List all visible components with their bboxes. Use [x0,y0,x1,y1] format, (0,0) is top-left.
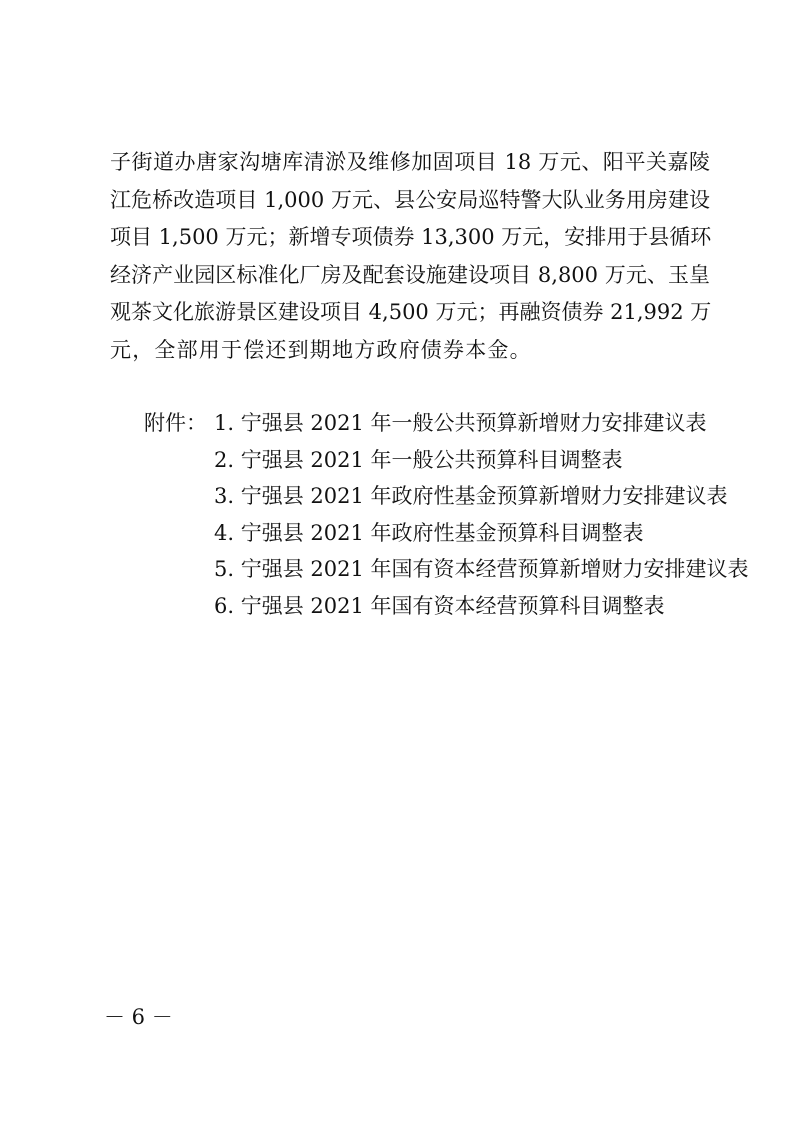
attachment-item-6: 6. 宁强县 2021 年国有资本经营预算科目调整表 [214,593,665,618]
attachments-list [144,405,749,624]
attachment-item-4: 4. 宁强县 2021 年政府性基金预算科目调整表 [214,520,644,545]
attachment-row [144,478,728,515]
body-line-4: 经济产业园区标准化厂房及配套设施建设项目 8,800 万元、玉皇 [110,262,710,287]
attachment-row [144,442,724,479]
attachment-row [144,515,724,552]
attachment-row [144,405,724,442]
attachment-item-3: 3. 宁强县 2021 年政府性基金预算新增财力安排建议表 [214,484,728,508]
attachment-item-1: 1. 宁强县 2021 年一般公共预算新增财力安排建议表 [214,411,707,435]
attachment-row [144,551,749,588]
body-paragraph [110,144,710,369]
body-line-1: 子街道办唐家沟塘库清淤及维修加固项目 18 万元、阳平关嘉陵 [110,150,710,174]
body-line-5: 观茶文化旅游景区建设项目 4,500 万元；再融资债券 21,992 万 [110,300,712,324]
body-line-3: 项目 1,500 万元；新增专项债券 13,300 万元，安排用于县循环 [110,225,712,249]
page-number: － 6 － [104,1005,173,1029]
attachment-item-2: 2. 宁强县 2021 年一般公共预算科目调整表 [214,447,623,472]
attachment-item-5: 5. 宁强县 2021 年国有资本经营预算新增财力安排建议表 [214,557,749,581]
attachments-label: 附件： [144,411,207,435]
body-line-6: 元，全部用于偿还到期地方政府债券本金。 [110,337,532,362]
attachment-row [144,588,724,625]
body-line-2: 江危桥改造项目 1,000 万元、县公安局巡特警大队业务用房建设 [110,187,710,212]
